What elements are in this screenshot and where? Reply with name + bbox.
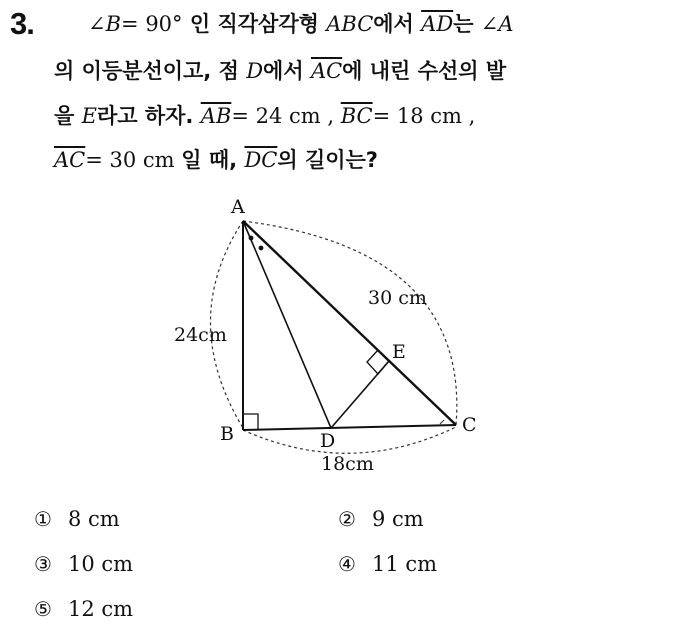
segment-ad-line <box>243 221 331 428</box>
choice-4[interactable] <box>338 549 437 579</box>
segment-ab: $\overline{AB}$ <box>200 104 232 128</box>
text-segment: 인 직각삼각형 <box>182 12 327 36</box>
text-segment: 의 길이는? <box>277 148 378 172</box>
right-angle-mark-b <box>243 414 258 430</box>
choice-5[interactable] <box>34 594 133 624</box>
choice-3[interactable] <box>34 549 133 579</box>
choice-mark: ④ <box>338 552 356 576</box>
choice-mark: ③ <box>34 552 52 576</box>
label-point-a: A <box>231 196 245 218</box>
angle-symbol: ∠ <box>88 12 106 36</box>
text-segment: 에 내린 수선의 발 <box>342 59 507 83</box>
choice-2[interactable] <box>338 504 424 534</box>
text-segment: 을 <box>54 104 82 128</box>
value-bc: = 18 cm , <box>372 104 476 128</box>
angle-symbol: ∠ <box>480 12 499 36</box>
text-segment: 는 <box>453 12 481 36</box>
math-90-degrees: = 90° <box>121 12 183 36</box>
choice-1[interactable] <box>34 504 120 534</box>
angle-dot <box>249 236 254 241</box>
segment-dc: $\overline{DC}$ <box>244 148 278 172</box>
text-segment: 라고 하자. <box>96 104 201 128</box>
angle-dot <box>259 246 264 251</box>
math-abc: ABC <box>326 12 374 36</box>
label-bc-length: 18cm <box>321 453 374 475</box>
choice-text: 10 cm <box>68 552 134 576</box>
choice-mark: ① <box>34 507 52 531</box>
label-ab-length: 24cm <box>174 324 227 346</box>
text-segment: 에서 <box>373 12 422 36</box>
value-ac: = 30 cm <box>85 148 182 172</box>
choice-mark: ⑤ <box>34 597 52 621</box>
segment-ad: $\overline{AD}$ <box>421 12 454 36</box>
math-a: A <box>498 12 514 36</box>
choice-text: 8 cm <box>68 507 120 531</box>
choice-text: 9 cm <box>372 507 424 531</box>
segment-bc: $\overline{BC}$ <box>340 104 373 128</box>
question-number: 3. <box>10 6 34 41</box>
label-point-d: D <box>320 430 336 452</box>
side-bc <box>243 425 456 430</box>
value-ab: = 24 cm , <box>231 104 341 128</box>
segment-ac: $\overline{AC}$ <box>54 148 86 172</box>
choice-text: 11 cm <box>372 552 438 576</box>
angle-mark-c <box>440 420 444 424</box>
dashed-arc-bc <box>243 427 456 453</box>
text-segment: 에서 <box>263 59 311 83</box>
label-point-e: E <box>392 341 406 363</box>
segment-ac: $\overline{AC}$ <box>310 59 343 83</box>
math-b: B <box>105 12 122 36</box>
label-ac-length: 30 cm <box>368 287 427 309</box>
side-ac <box>243 221 456 425</box>
label-point-c: C <box>462 414 477 436</box>
choice-text: 12 cm <box>68 597 134 621</box>
text-segment: 의 이등분선이고, 점 <box>54 59 247 83</box>
choice-mark: ② <box>338 507 356 531</box>
right-angle-mark-e <box>367 350 389 374</box>
math-d: D <box>246 59 264 83</box>
math-e: E <box>81 104 97 128</box>
text-segment: 일 때, <box>181 148 245 172</box>
label-point-b: B <box>220 423 234 445</box>
